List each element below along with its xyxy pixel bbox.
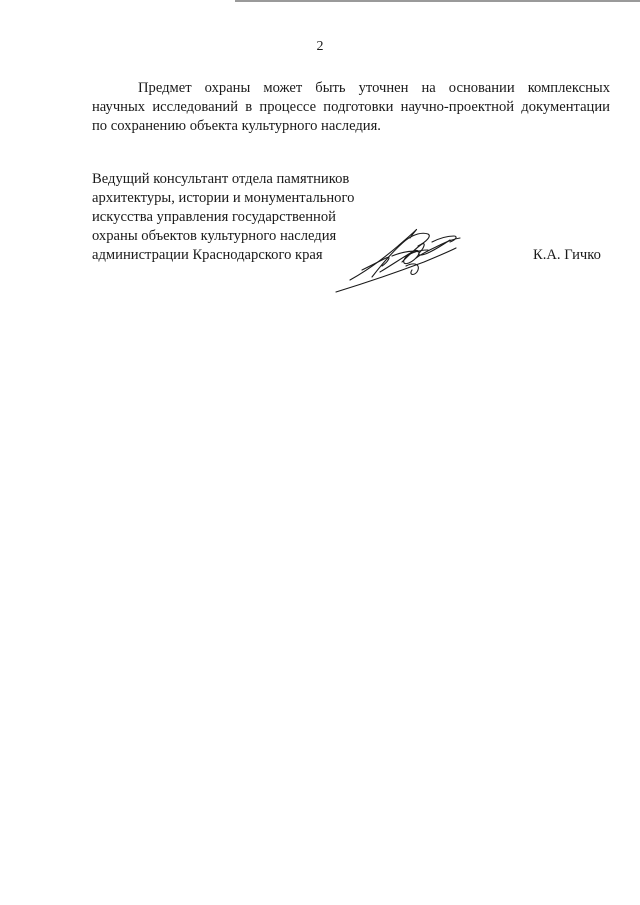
position-line: искусства управления государственной <box>92 209 336 225</box>
signer-name: К.А. Гичко <box>533 247 601 263</box>
position-line: администрации Краснодарского края <box>92 247 323 263</box>
position-line: охраны объектов культурного наследия <box>92 228 337 244</box>
position-line: архитектуры, истории и монументального <box>92 190 355 206</box>
page-number: 2 <box>316 39 324 54</box>
position-line: Ведущий консультант отдела памятников <box>92 171 350 187</box>
scan-top-edge <box>235 0 640 2</box>
paragraph-line: Предмет охраны может быть уточнен на основании комплексных <box>138 80 610 96</box>
paragraph-line: по сохранению объекта культурного наследия. <box>92 118 381 134</box>
handwritten-signature <box>332 222 482 302</box>
paragraph-line: научных исследований в процессе подготовки научно-проектной документации <box>92 99 610 115</box>
body-paragraph <box>92 79 610 136</box>
